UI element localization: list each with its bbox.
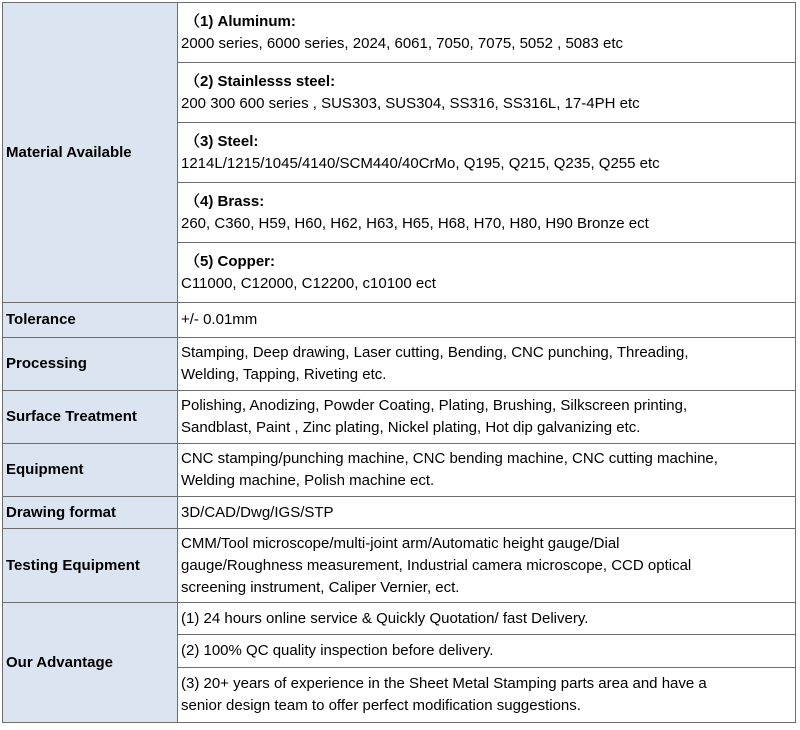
material-detail: 2000 series, 6000 series, 2024, 6061, 7050, 7075, 5052 , 5083 etc [181, 34, 624, 52]
material-title: （2) Stainlesss steel: [185, 72, 336, 90]
testing-equipment-line: screening instrument, Caliper Vernier, ect. [181, 578, 460, 596]
material-item-aluminum [178, 3, 796, 63]
advantage-line: (3) 20+ years of experience in the Sheet Metal Stamping parts area and have a [181, 675, 707, 692]
table-row [3, 391, 796, 444]
equipment-label: Equipment [3, 444, 178, 497]
specification-table [2, 2, 796, 723]
material-item-stainless-steel [178, 63, 796, 123]
material-item-steel [178, 123, 796, 183]
drawing-format-value: 3D/CAD/Dwg/IGS/STP [178, 497, 796, 529]
processing-line: Stamping, Deep drawing, Laser cutting, Bending, CNC punching, Threading, [181, 344, 689, 361]
table-row [3, 3, 796, 63]
surface-treatment-label: Surface Treatment [3, 391, 178, 444]
table-row [3, 338, 796, 391]
material-item-brass [178, 183, 796, 243]
table-row [3, 603, 796, 635]
advantage-item-3 [178, 668, 796, 723]
material-title: （3) Steel: [185, 132, 259, 150]
surface-treatment-line: Sandblast, Paint , Zinc plating, Nickel plating, Hot dip galvanizing etc. [181, 419, 641, 436]
processing-line: Welding, Tapping, Riveting etc. [181, 366, 387, 383]
processing-label: Processing [3, 338, 178, 391]
table-row [3, 444, 796, 497]
material-title: （4) Brass: [185, 192, 265, 210]
material-detail: C11000, C12000, C12200, c10100 ect [181, 274, 436, 292]
table-row [3, 303, 796, 338]
advantage-line: senior design team to offer perfect modification suggestions. [181, 697, 581, 714]
testing-equipment-line: gauge/Roughness measurement, Industrial camera microscope, CCD optical [181, 556, 692, 574]
material-title: （5) Copper: [185, 252, 276, 270]
testing-equipment-label: Testing Equipment [3, 529, 178, 603]
drawing-format-label: Drawing format [3, 497, 178, 529]
testing-equipment-line: CMM/Tool microscope/multi-joint arm/Automatic height gauge/Dial [181, 534, 620, 552]
table-row [3, 497, 796, 529]
tolerance-value: +/- 0.01mm [178, 303, 796, 338]
surface-treatment-value [178, 391, 796, 444]
material-title: （1) Aluminum: [185, 12, 296, 30]
advantage-item-2: (2) 100% QC quality inspection before delivery. [178, 635, 796, 668]
material-detail: 1214L/1215/1045/4140/SCM440/40CrMo, Q195, Q215, Q235, Q255 etc [181, 154, 660, 172]
material-item-copper [178, 243, 796, 303]
material-detail: 260, C360, H59, H60, H62, H63, H65, H68, H70, H80, H90 Bronze ect [181, 214, 649, 232]
our-advantage-label: Our Advantage [3, 603, 178, 723]
surface-treatment-line: Polishing, Anodizing, Powder Coating, Plating, Brushing, Silkscreen printing, [181, 397, 688, 414]
equipment-value [178, 444, 796, 497]
advantage-item-1: (1) 24 hours online service & Quickly Quotation/ fast Delivery. [178, 603, 796, 635]
material-available-label: Material Available [3, 3, 178, 303]
processing-value [178, 338, 796, 391]
material-detail: 200 300 600 series , SUS303, SUS304, SS316, SS316L, 17-4PH etc [181, 94, 640, 112]
equipment-line: Welding machine, Polish machine ect. [181, 472, 435, 489]
tolerance-label: Tolerance [3, 303, 178, 338]
table-row [3, 529, 796, 603]
equipment-line: CNC stamping/punching machine, CNC bending machine, CNC cutting machine, [181, 450, 718, 467]
testing-equipment-value [178, 529, 796, 603]
